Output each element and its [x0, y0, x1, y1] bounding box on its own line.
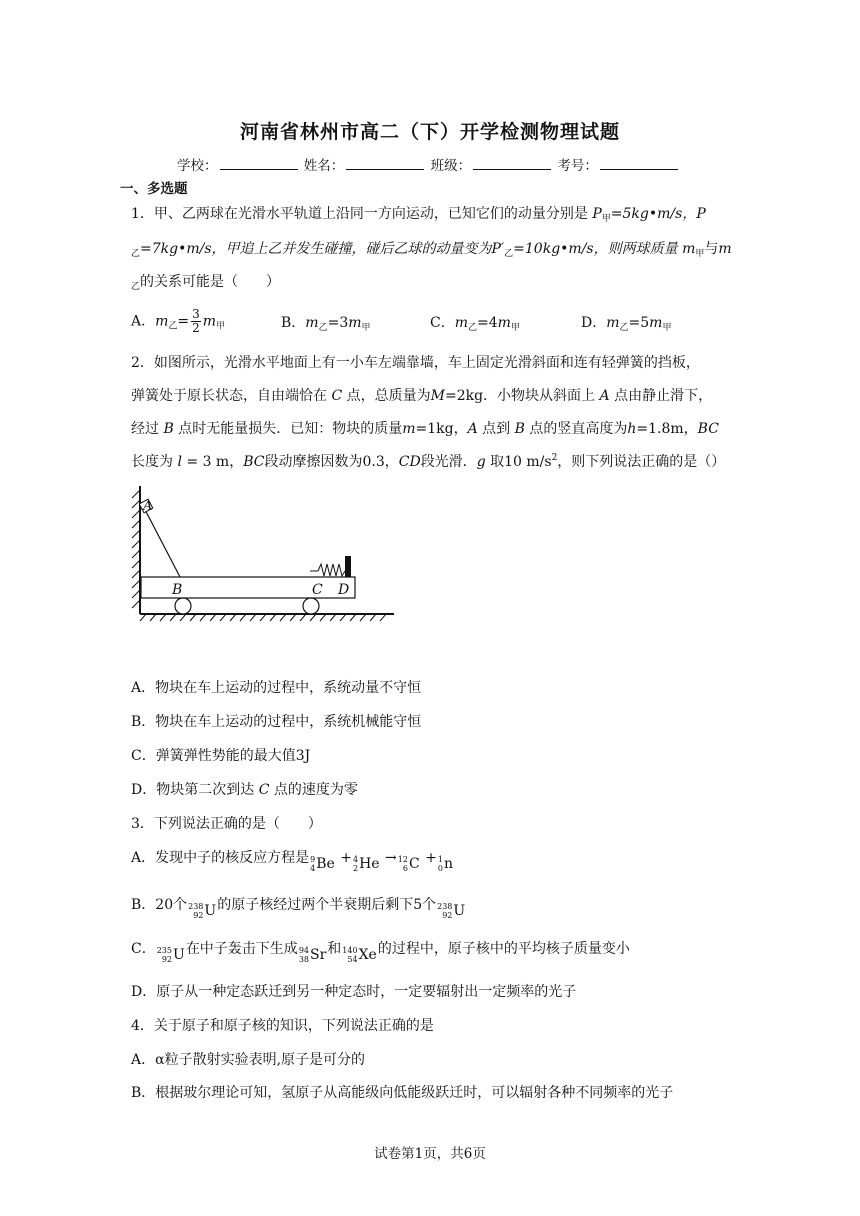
- school-blank: [220, 157, 298, 170]
- class-blank: [473, 157, 551, 170]
- q3-stem: 3．下列说法正确的是（ ）: [131, 816, 322, 832]
- q3-option-a: A．发现中子的核反应方程是 9 4 Be + 4 2 He → 12 6 C + 1 0 n: [131, 850, 453, 873]
- cart-incline-spring-figure: [128, 486, 398, 628]
- q1-option-b: B．$m_乙=3m_甲$: [281, 315, 371, 333]
- q1-line1: 1．甲、乙两球在光滑水平轨道上沿同一方向运动，已知它们的动量分别是 $P_甲=5kg•m/s$，P: [131, 206, 706, 224]
- q3-option-b: B．20个 238 92 U 的原子核经过两个半衰期后剩下5个 238 92 U: [131, 897, 466, 920]
- q4-stem: 4．关于原子和原子核的知识，下列说法正确的是: [131, 1018, 434, 1034]
- q2-option-b: B．物块在车上运动的过程中，系统机械能守恒: [131, 714, 422, 730]
- label-a: A: [143, 499, 153, 514]
- page-title: 河南省林州市高二（下）开学检测物理试题: [239, 121, 620, 143]
- label-b: B: [172, 582, 183, 598]
- name-blank: [346, 157, 424, 170]
- q1-option-d: D．$m_乙=5m_甲$: [581, 315, 672, 333]
- label-c: C: [312, 582, 323, 598]
- q3-option-c: C． 235 92 U 在中子轰击下生成 94 38 Sr 和 140 54 Xe 的过程中，原子核中的平均核子质量变小: [131, 941, 630, 964]
- page-footer: 试卷第1页，共6页: [374, 1146, 486, 1162]
- q4-option-b: B．根据玻尔理论可知，氢原子从高能级向低能级跃迁时，可以辐射各种不同频率的光子: [131, 1085, 674, 1101]
- q1-line2: $_乙$=7kg•m/s，甲追上乙并发生碰撞，碰后乙球的动量变为$P'_乙=10kg•m/s$，则两球质量 $m_甲$与m: [131, 241, 732, 259]
- q2-line2: 弹簧处于原长状态，自由端恰在 C 点，总质量为M=2kg．小物块从斜面上 A 点由静止滑下，: [131, 388, 713, 404]
- q2-line3: 经过 B 点时无能量损失．已知：物块的质量m=1kg，A 点到 B 点的竖直高度为h=1.8m，BC: [131, 421, 719, 437]
- q3-option-d: D．原子从一种定态跃迁到另一种定态时，一定要辐射出一定频率的光子: [131, 984, 577, 1000]
- three-halves-fraction: $\frac{3}{2}$: [192, 307, 200, 335]
- q1-option-c: C．$m_乙=4m_甲$: [430, 315, 520, 333]
- section-heading: 一、多选题: [120, 181, 188, 197]
- student-info-line: [177, 154, 680, 174]
- label-d: D: [338, 582, 350, 598]
- q1-option-a: A．$m_乙=$ $\frac{3}{2}$ $m_甲$: [131, 307, 226, 335]
- exam-no-label: 考号：: [557, 158, 598, 174]
- school-label: 学校：: [177, 158, 218, 174]
- physics-diagram: [128, 486, 398, 624]
- q2-line1: 2．如图所示，光滑水平地面上有一小车左端靠墙，车上固定光滑斜面和连有轻弹簧的挡板，: [131, 355, 700, 371]
- class-label: 班级：: [430, 158, 472, 174]
- q1-line3: $_乙$的关系可能是（ ）: [131, 274, 281, 292]
- name-label: 姓名：: [303, 158, 345, 174]
- q2-option-c: C．弹簧弹性势能的最大值3J: [131, 748, 311, 764]
- q2-option-d: D．物块第二次到达 C 点的速度为零: [131, 782, 358, 798]
- exam-no-blank: [600, 157, 678, 170]
- q2-line4: 长度为 l = 3 m，BC段动摩擦因数为0.3，CD段光滑．g 取10 $m/s^2$，则下列说法正确的是（）: [131, 453, 726, 470]
- q4-option-a: A．α粒子散射实验表明,原子是可分的: [131, 1052, 366, 1068]
- q2-option-a: A．物块在车上运动的过程中，系统动量不守恒: [131, 680, 422, 696]
